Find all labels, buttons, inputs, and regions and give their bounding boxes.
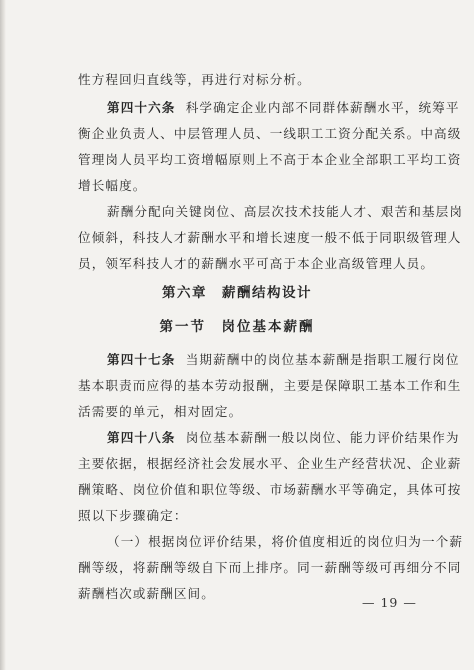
page-number: — 19 —	[362, 595, 417, 610]
paragraph-line: 基本职责而应得的基本劳动报酬，主要是保障职工基本工作和生	[78, 378, 462, 393]
paragraph-line: 薪酬档次或薪酬区间。	[78, 586, 215, 601]
paragraph-line: 位倾斜，科技人才薪酬水平和增长速度一般不低于同职级管理人	[78, 230, 462, 245]
paragraph-line: 员，领军科技人才的薪酬水平可高于本企业高级管理人员。	[78, 256, 435, 271]
section-title: 第一节 岗位基本薪酬	[159, 319, 315, 335]
paragraph-line: 薪酬分配向关键岗位、高层次技术技能人才、艰苦和基层岗	[107, 204, 464, 219]
article-text: 当期薪酬中的岗位基本薪酬是指职工履行岗位	[185, 352, 460, 367]
chapter-title: 第六章 薪酬结构设计	[162, 285, 312, 301]
paragraph-line: 活需要的单元，相对固定。	[78, 404, 243, 419]
paragraph-line: 衡企业负责人、中层管理人员、一线职工工资分配关系。中高级	[78, 126, 462, 141]
paragraph-line: 主要依据，根据经济社会发展水平、企业生产经营状况、企业薪	[78, 456, 462, 471]
paragraph-line: 管理岗人员平均工资增幅原则上不高于本企业全部职工平均工资	[78, 152, 462, 167]
article-number: 第四十八条	[107, 430, 176, 445]
article-text: 岗位基本薪酬一般以岗位、能力评价结果作为	[185, 430, 460, 445]
article-46-line-1	[107, 100, 460, 116]
paragraph-line: （一）根据岗位评价结果，将价值度相近的岗位归为一个薪	[107, 534, 464, 549]
article-number: 第四十七条	[107, 352, 176, 367]
paragraph-line: 酬策略、岗位价值和职位等级、市场薪酬水平等确定，具体可按	[78, 482, 462, 497]
paragraph-line: 酬等级，将薪酬等级自下而上排序。同一薪酬等级可再细分不同	[78, 560, 462, 575]
article-47-line-1	[107, 352, 460, 368]
paragraph-line: 性方程回归直线等，再进行对标分析。	[78, 72, 311, 87]
paragraph-line: 增长幅度。	[78, 178, 147, 193]
article-48-line-1	[107, 430, 460, 446]
article-number: 第四十六条	[107, 100, 176, 115]
paragraph-line: 照以下步骤确定：	[78, 508, 188, 523]
article-text: 科学确定企业内部不同群体薪酬水平，统筹平	[185, 100, 460, 115]
